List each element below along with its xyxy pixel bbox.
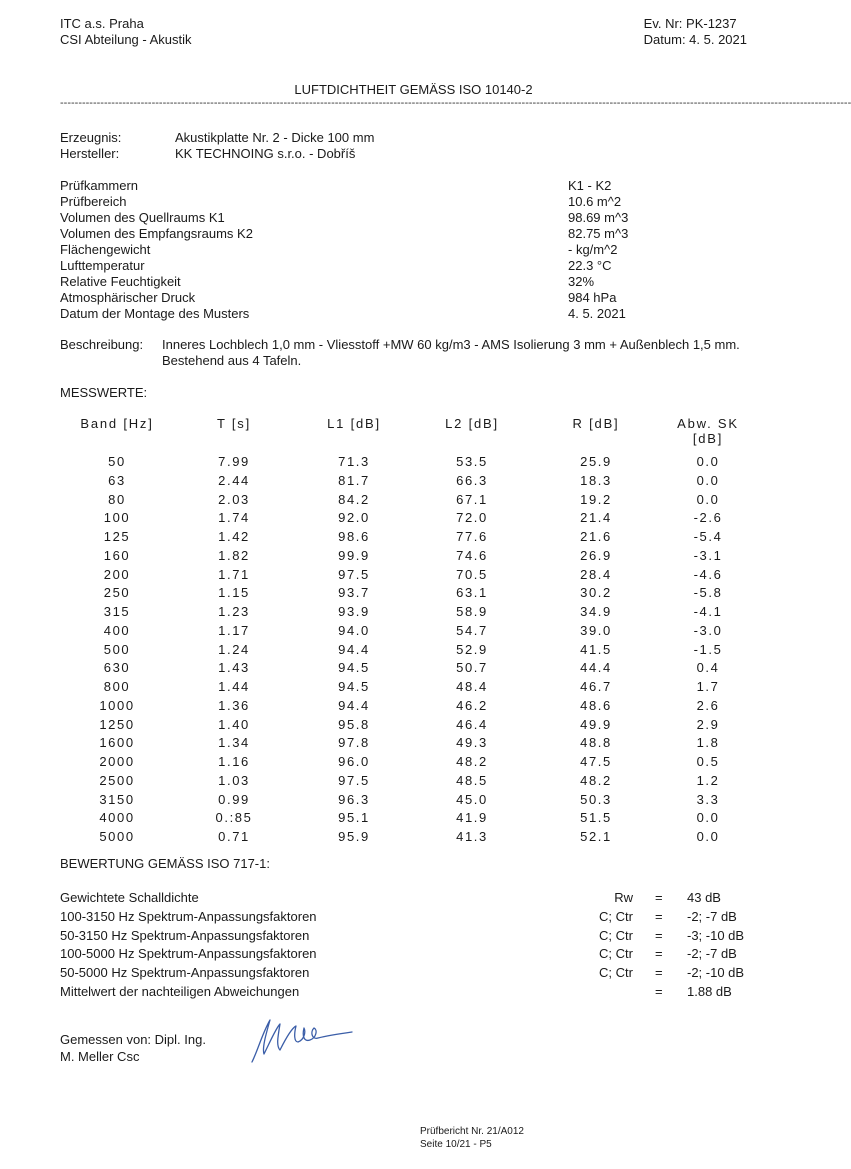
- rating-equals: =: [655, 965, 663, 980]
- table-cell: 96.0: [338, 754, 370, 769]
- rating-label: Mittelwert der nachteiligen Abweichungen: [60, 983, 300, 999]
- table-cell: 0.0: [696, 810, 720, 826]
- condition-label: Lufttemperatur: [60, 258, 145, 273]
- table-cell: 53.5: [456, 454, 488, 469]
- table-cell: 0.5: [696, 754, 720, 769]
- table-cell: 41.9: [456, 810, 488, 826]
- rating-symbol: C; Ctr: [599, 927, 633, 943]
- table-cell: 1.74: [218, 510, 250, 526]
- table-cell: 44.4: [580, 660, 612, 676]
- table-cell: 1.23: [218, 604, 250, 619]
- rating-label: 50-5000 Hz Spektrum-Anpassungsfaktoren: [60, 965, 310, 980]
- table-cell: 41.3: [456, 829, 488, 844]
- condition-value: 984 hPa: [568, 290, 617, 305]
- table-cell: 50.7: [456, 660, 488, 676]
- table-cell: 97.5: [338, 772, 370, 788]
- table-row: [60, 548, 770, 567]
- table-cell: 99.9: [338, 547, 370, 563]
- table-cell: 93.7: [338, 585, 370, 601]
- condition-label: Prüfkammern: [60, 178, 139, 193]
- description-label: Beschreibung:: [60, 337, 144, 352]
- condition-label: Atmosphärischer Druck: [60, 290, 196, 305]
- table-cell: 1600: [99, 735, 135, 751]
- table-cell: 97.5: [338, 566, 370, 582]
- column-header: L1 [dB]: [327, 416, 381, 431]
- table-cell: 95.9: [338, 829, 370, 844]
- table-cell: 58.9: [456, 604, 488, 619]
- measured-by-label: Gemessen von: Dipl. Ing.: [60, 1032, 206, 1047]
- table-row: [60, 567, 770, 586]
- table-cell: 400: [103, 622, 131, 638]
- rating-value: -2; -7 dB: [687, 946, 737, 962]
- table-cell: -4.6: [693, 566, 723, 582]
- table-cell: -1.5: [693, 641, 723, 657]
- table-cell: 77.6: [456, 529, 488, 544]
- table-cell: 1.17: [218, 622, 250, 638]
- page-number: Seite 10/21 - P5: [420, 1139, 492, 1150]
- table-cell: 94.4: [338, 697, 370, 713]
- table-cell: 95.8: [338, 716, 370, 732]
- rating-value: 1.88 dB: [687, 983, 732, 999]
- table-cell: 50.3: [580, 791, 612, 807]
- table-row: [60, 660, 770, 679]
- condition-value: 98.69 m^3: [568, 210, 629, 225]
- table-cell: 97.8: [338, 735, 370, 751]
- column-header: Band [Hz]: [80, 416, 154, 431]
- table-cell: 98.6: [338, 529, 370, 544]
- rating-symbol: C; Ctr: [599, 908, 633, 924]
- rating-label: 50-3150 Hz Spektrum-Anpassungsfaktoren: [60, 927, 310, 943]
- table-cell: 84.2: [338, 491, 370, 507]
- table-cell: 47.5: [580, 754, 612, 769]
- table-cell: 100: [103, 510, 131, 526]
- measurement-table: [60, 416, 770, 848]
- rating-equals: =: [655, 927, 663, 943]
- table-cell: 2.44: [218, 472, 250, 488]
- table-row: [60, 792, 770, 811]
- table-cell: 2000: [99, 754, 135, 769]
- table-cell: 1.36: [218, 697, 250, 713]
- rating-label: Gewichtete Schalldichte: [60, 890, 199, 905]
- table-row: [60, 604, 770, 623]
- table-cell: 94.0: [338, 622, 370, 638]
- condition-value: 4. 5. 2021: [568, 306, 626, 321]
- table-cell: 1.2: [696, 772, 720, 788]
- table-cell: 250: [103, 585, 131, 601]
- measurements-title: MESSWERTE:: [60, 385, 148, 400]
- rating-value: -2; -10 dB: [687, 965, 745, 980]
- condition-value: 22.3 °C: [568, 258, 612, 273]
- table-cell: 95.1: [338, 810, 370, 826]
- table-cell: 2500: [99, 772, 135, 788]
- table-row: [60, 829, 770, 848]
- table-cell: 96.3: [338, 791, 370, 807]
- column-header: T [s]: [216, 416, 252, 431]
- table-cell: 125: [103, 529, 131, 544]
- rating-label: 100-5000 Hz Spektrum-Anpassungsfaktoren: [60, 946, 317, 962]
- condition-value: K1 - K2: [568, 178, 612, 193]
- product-value: Akustikplatte Nr. 2 - Dicke 100 mm: [175, 130, 375, 145]
- condition-value: 32%: [568, 274, 595, 289]
- table-cell: 200: [103, 566, 131, 582]
- measured-by: [60, 1031, 206, 1065]
- table-row: [60, 585, 770, 604]
- table-row: [60, 735, 770, 754]
- table-cell: 48.2: [580, 772, 612, 788]
- table-cell: 51.5: [580, 810, 612, 826]
- table-row: [60, 698, 770, 717]
- table-cell: 2.03: [218, 491, 250, 507]
- table-cell: 48.8: [580, 735, 612, 751]
- handwritten-signature: [248, 1012, 358, 1067]
- table-cell: 1.44: [218, 679, 250, 694]
- table-cell: 3.3: [696, 791, 720, 807]
- column-header: R [dB]: [572, 416, 620, 431]
- table-cell: 0.71: [218, 829, 250, 844]
- table-cell: 5000: [99, 829, 135, 844]
- table-cell: 1.40: [218, 716, 250, 732]
- condition-label: Volumen des Quellraums K1: [60, 210, 225, 225]
- table-cell: 46.4: [456, 716, 488, 732]
- table-cell: -3.1: [693, 547, 723, 563]
- table-cell: 630: [103, 660, 131, 676]
- table-cell: 0.0: [696, 454, 720, 469]
- rating-value: 43 dB: [687, 890, 721, 905]
- table-cell: 1.16: [218, 754, 250, 769]
- table-cell: 70.5: [456, 566, 488, 582]
- table-cell: 48.4: [456, 679, 488, 694]
- dashed-divider: ------------------------------------------------------------------------------------------------------------------------------------------------------------------------------------------------------------------------: [60, 97, 851, 109]
- product-label: Erzeugnis:: [60, 130, 122, 145]
- description-text: Inneres Lochblech 1,0 mm - Vliesstoff +MW 60 kg/m3 - AMS Isolierung 3 mm + Außenblech 1,5 mm. Bestehend aus 4 Tafeln.: [162, 337, 740, 368]
- table-row: [60, 623, 770, 642]
- rating-symbol: Rw: [614, 890, 633, 905]
- column-header: Abw. SK [dB]: [677, 416, 739, 446]
- table-cell: 0.0: [696, 472, 720, 488]
- table-cell: 1.8: [696, 735, 720, 751]
- table-cell: 34.9: [580, 604, 612, 619]
- table-cell: 1000: [99, 697, 135, 713]
- table-cell: 63: [108, 472, 126, 488]
- table-cell: 72.0: [456, 510, 488, 526]
- table-cell: 48.6: [580, 697, 612, 713]
- table-cell: 1.24: [218, 641, 250, 657]
- table-cell: 0.0: [696, 491, 720, 507]
- table-row: [60, 473, 770, 492]
- product-label: Hersteller:: [60, 146, 120, 161]
- measurer-name: M. Meller Csc: [60, 1049, 140, 1064]
- table-cell: 80: [108, 491, 126, 507]
- rating-symbol: C; Ctr: [599, 946, 633, 962]
- condition-label: Flächengewicht: [60, 242, 151, 257]
- table-cell: 1.71: [218, 566, 250, 582]
- rating-value: -2; -7 dB: [687, 908, 737, 924]
- table-cell: 160: [103, 547, 131, 563]
- table-cell: 45.0: [456, 791, 488, 807]
- table-cell: 49.3: [456, 735, 488, 751]
- table-cell: -5.4: [693, 529, 723, 544]
- table-cell: -3.0: [693, 622, 723, 638]
- table-cell: 94.5: [338, 660, 370, 676]
- table-cell: 1.43: [218, 660, 250, 676]
- table-cell: 63.1: [456, 585, 488, 601]
- table-cell: 1.03: [218, 772, 250, 788]
- rating-equals: =: [655, 908, 663, 924]
- table-row: [60, 717, 770, 736]
- table-cell: 1.42: [218, 529, 250, 544]
- table-cell: 49.9: [580, 716, 612, 732]
- rating-symbol: C; Ctr: [599, 965, 633, 980]
- table-cell: 46.2: [456, 697, 488, 713]
- table-cell: 52.1: [580, 829, 612, 844]
- table-row: [60, 679, 770, 698]
- table-cell: 30.2: [580, 585, 612, 601]
- condition-label: Volumen des Empfangsraums K2: [60, 226, 253, 241]
- table-cell: 1.7: [696, 679, 720, 694]
- table-cell: 54.7: [456, 622, 488, 638]
- table-cell: 50: [108, 454, 126, 469]
- table-cell: 800: [103, 679, 131, 694]
- product-value: KK TECHNOING s.r.o. - Dobříš: [175, 146, 356, 161]
- table-cell: 28.4: [580, 566, 612, 582]
- table-cell: 315: [103, 604, 131, 619]
- condition-label: Datum der Montage des Musters: [60, 306, 250, 321]
- table-row: [60, 773, 770, 792]
- rating-equals: =: [655, 983, 663, 999]
- table-cell: 500: [103, 641, 131, 657]
- table-cell: 3150: [99, 791, 135, 807]
- table-cell: 21.6: [580, 529, 612, 544]
- rating-title: BEWERTUNG GEMÄSS ISO 717-1:: [60, 856, 270, 871]
- table-cell: 92.0: [338, 510, 370, 526]
- page-title: LUFTDICHTHEIT GEMÄSS ISO 10140-2: [294, 82, 533, 97]
- table-cell: -4.1: [693, 604, 723, 619]
- table-cell: 0.:85: [215, 810, 253, 826]
- rating-equals: =: [655, 890, 663, 905]
- table-cell: 21.4: [580, 510, 612, 526]
- table-row: [60, 810, 770, 829]
- rating-value: -3; -10 dB: [687, 927, 745, 943]
- table-row: [60, 492, 770, 511]
- table-cell: -2.6: [693, 510, 723, 526]
- column-header: L2 [dB]: [445, 416, 499, 431]
- table-cell: 67.1: [456, 491, 488, 507]
- table-cell: 66.3: [456, 472, 488, 488]
- department: CSI Abteilung - Akustik: [60, 32, 192, 47]
- table-cell: 41.5: [580, 641, 612, 657]
- table-cell: 2.9: [696, 716, 720, 732]
- table-cell: 0.4: [696, 660, 720, 676]
- report-number: Prüfbericht Nr. 21/A012: [420, 1126, 524, 1137]
- condition-label: Relative Feuchtigkeit: [60, 274, 181, 289]
- table-cell: 94.4: [338, 641, 370, 657]
- table-cell: 1250: [99, 716, 135, 732]
- table-cell: 25.9: [580, 454, 612, 469]
- table-cell: 1.34: [218, 735, 250, 751]
- table-cell: 4000: [99, 810, 135, 826]
- table-header-row: [60, 416, 770, 454]
- header-right: [644, 16, 747, 48]
- table-cell: 1.15: [218, 585, 250, 601]
- table-cell: 26.9: [580, 547, 612, 563]
- table-cell: 39.0: [580, 622, 612, 638]
- condition-value: 10.6 m^2: [568, 194, 622, 209]
- table-cell: 7.99: [218, 454, 250, 469]
- rating-equals: =: [655, 946, 663, 962]
- table-cell: 0.99: [218, 791, 250, 807]
- table-cell: 46.7: [580, 679, 612, 694]
- table-row: [60, 454, 770, 473]
- table-cell: 19.2: [580, 491, 612, 507]
- condition-label: Prüfbereich: [60, 194, 127, 209]
- table-row: [60, 642, 770, 661]
- header-left: [60, 16, 192, 48]
- report-date: Datum: 4. 5. 2021: [643, 32, 747, 47]
- table-cell: 1.82: [218, 547, 250, 563]
- table-cell: 2.6: [696, 697, 720, 713]
- table-cell: 48.5: [456, 772, 488, 788]
- table-row: [60, 754, 770, 773]
- table-cell: -5.8: [693, 585, 723, 601]
- condition-value: - kg/m^2: [568, 242, 618, 257]
- table-cell: 94.5: [338, 679, 370, 694]
- table-row: [60, 529, 770, 548]
- org-name: ITC a.s. Praha: [60, 16, 144, 31]
- rating-label: 100-3150 Hz Spektrum-Anpassungsfaktoren: [60, 908, 317, 924]
- table-cell: 52.9: [456, 641, 488, 657]
- table-cell: 18.3: [580, 472, 612, 488]
- table-row: [60, 510, 770, 529]
- table-cell: 48.2: [456, 754, 488, 769]
- ev-number: Ev. Nr: PK-1237: [643, 16, 737, 31]
- table-cell: 74.6: [456, 547, 488, 563]
- table-cell: 71.3: [338, 454, 370, 469]
- table-cell: 81.7: [338, 472, 370, 488]
- condition-value: 82.75 m^3: [568, 226, 629, 241]
- table-cell: 93.9: [338, 604, 370, 619]
- page-footer: [420, 1125, 524, 1151]
- table-cell: 0.0: [696, 829, 720, 844]
